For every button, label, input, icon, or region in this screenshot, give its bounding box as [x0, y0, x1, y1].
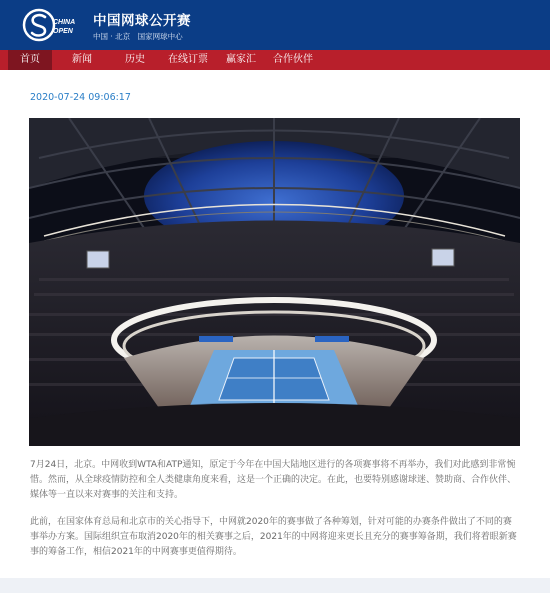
article-paragraph: 此前，在国家体育总局和北京市的关心指导下，中网就2020年的赛事做了各种筹划，针对可能的办赛条件做出了不同的赛事举办方案。国际组织宣布取消2020年的相关赛事之后，2021年的中网将迎来更长且充分的赛事筹备期，我们将着眼新赛事的筹备工作，相信2021年的中网赛事更值得期待。 [30, 517, 517, 557]
nav-item-tickets[interactable]: 在线订票 [168, 54, 208, 65]
site-subtitle: 中国 · 北京 国家网球中心 [93, 32, 183, 41]
main-nav [0, 50, 550, 70]
article-date: 2020-07-24 09:06:17 [30, 92, 131, 103]
svg-text:CHINA: CHINA [53, 19, 76, 26]
nav-item-history[interactable]: 历史 [125, 54, 145, 65]
nav-item-partners[interactable]: 合作伙伴 [273, 54, 313, 65]
site-title: 中国网球公开赛 [93, 13, 191, 29]
svg-text:OPEN: OPEN [53, 28, 73, 35]
site-header [0, 0, 550, 50]
nav-item-news[interactable]: 新闻 [72, 54, 92, 65]
article-paragraph: 7月24日，北京。中网收到WTA和ATP通知，原定于今年在中国大陆地区进行的各项赛事将不再举办，我们对此感到非常惋惜。然而，从全球疫情防控和全人类健康角度来看，这是一个正确的决定。在此，也要特别感谢球迷、赞助商、合作伙伴、媒体等一直以来对赛事的关注和支持。 [30, 460, 517, 500]
stadium-photo [29, 118, 520, 446]
nav-item-home[interactable]: 首页 [8, 50, 52, 70]
site-title-block [93, 13, 191, 42]
page-bottom-edge [0, 578, 550, 593]
china-open-logo[interactable] [22, 6, 80, 44]
nav-item-winners-club[interactable]: 赢家汇 [226, 54, 256, 65]
